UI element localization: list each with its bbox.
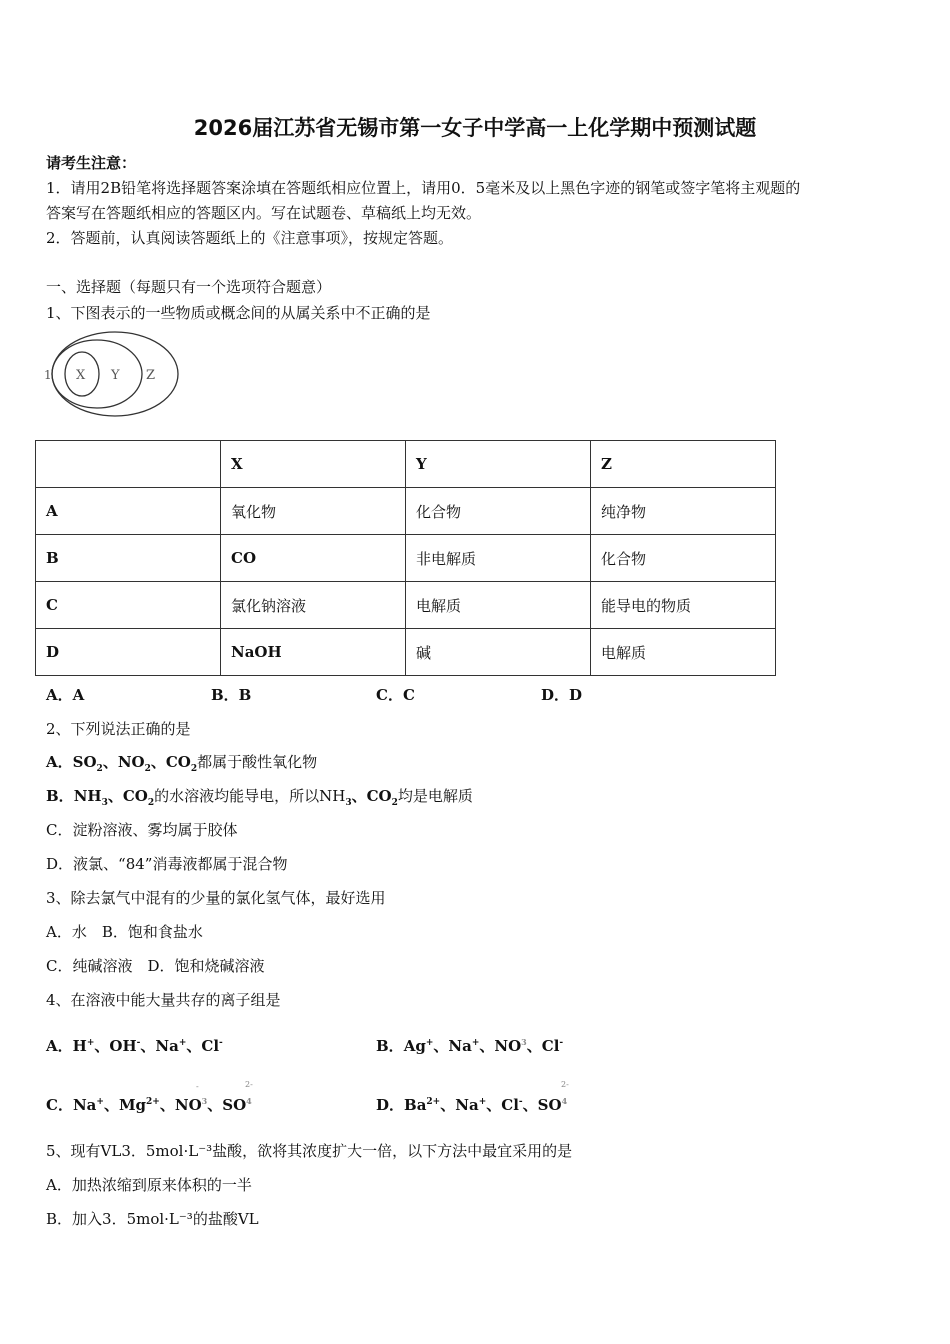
page-title: 2026届江苏省无锡市第一女子中学高一上化学期中预测试题	[193, 116, 757, 140]
q2-option-a: A．$SO_2$、$NO_2$、$CO_2$都属于酸性氧化物	[46, 753, 318, 774]
table-cell: 碱	[406, 629, 591, 676]
q5-option-b: B．加入3．5mol·L⁻³的盐酸VL	[46, 1210, 259, 1228]
question-2-stem: 2、下列说法正确的是	[46, 720, 191, 738]
q3-options-ab: A．水 B．饱和食盐水	[46, 923, 203, 941]
table-row	[36, 629, 776, 676]
table-cell: 氯化钠溶液	[221, 582, 406, 629]
table-cell: 非电解质	[406, 535, 591, 582]
table-cell: 纯净物	[591, 488, 776, 535]
question-5-stem: 5、现有VL3．5mol·L⁻³盐酸，欲将其浓度扩大一倍，以下方法中最宜采用的是	[46, 1142, 573, 1160]
question-1-stem: 1、下图表示的一些物质或概念间的从属关系中不正确的是	[46, 304, 431, 322]
table-cell: 能导电的物质	[591, 582, 776, 629]
q4-option-a: A．H+、OH-、Na+、Cl-	[46, 1037, 223, 1055]
q4-d-so4-charge: 2-	[561, 1080, 569, 1089]
nested-set-diagram	[40, 328, 190, 420]
notice-line-1a: 1．请用2B铅笔将选择题答案涂填在答题纸相应位置上，请用0．5毫米及以上黑色字迹的钢笔或签字笔将主观题的	[46, 179, 801, 197]
table-row	[36, 582, 776, 629]
question-4-stem: 4、在溶液中能大量共存的离子组是	[46, 991, 281, 1009]
q2-option-b: B．$NH_3$、$CO_2$的水溶液均能导电，所以$NH_3$、$CO_2$均是电解质	[46, 787, 473, 808]
q2-option-c: C．淀粉溶液、雾均属于胶体	[46, 821, 238, 839]
table-cell: 化合物	[406, 488, 591, 535]
table-cell: X	[221, 441, 406, 488]
notice-heading: 请考生注意：	[46, 154, 137, 172]
table-row	[36, 488, 776, 535]
table-cell: NaOH	[221, 629, 406, 676]
diagram-label-x: X	[76, 368, 86, 383]
notice-line-1b: 答案写在答题纸相应的答题区内。写在试题卷、草稿纸上均无效。	[46, 204, 482, 222]
question-1-table	[35, 440, 776, 676]
q1-option-d: D．D	[541, 686, 583, 704]
table-cell: B	[36, 535, 221, 582]
q4-option-c: C．Na+、$Mg^{2+}$、$NO^3$、$SO^4$	[46, 1096, 252, 1114]
diagram-left-mark: 1	[44, 368, 52, 382]
table-cell: 电解质	[406, 582, 591, 629]
q4-c-no3-charge: -	[196, 1082, 199, 1091]
diagram-label-y: Y	[111, 368, 120, 383]
question-3-stem: 3、除去氯气中混有的少量的氯化氢气体，最好选用	[46, 889, 386, 907]
q2-option-d: D．液氯、“84”消毒液都属于混合物	[46, 855, 288, 873]
q1-option-b: B．B	[211, 686, 252, 704]
table-row	[36, 441, 776, 488]
diagram-label-z: Z	[146, 368, 156, 383]
q4-c-so4-charge: 2-	[245, 1080, 253, 1089]
table-cell: Z	[591, 441, 776, 488]
q1-option-a: A．A	[46, 686, 85, 704]
table-row	[36, 535, 776, 582]
table-cell: CO	[221, 535, 406, 582]
table-cell: 氧化物	[221, 488, 406, 535]
q5-option-a: A．加热浓缩到原来体积的一半	[46, 1176, 252, 1194]
section-heading: 一、选择题（每题只有一个选项符合题意）	[46, 278, 332, 296]
q3-options-cd: C．纯碱溶液 D．饱和烧碱溶液	[46, 957, 265, 975]
table-cell: D	[36, 629, 221, 676]
table-cell: 电解质	[591, 629, 776, 676]
table-cell: A	[36, 488, 221, 535]
table-cell: Y	[406, 441, 591, 488]
q1-option-c: C．C	[376, 686, 415, 704]
table-cell	[36, 441, 221, 488]
q4-option-b: B．Ag+、Na+、$NO^3$、Cl-	[376, 1037, 564, 1055]
table-cell: 化合物	[591, 535, 776, 582]
notice-line-2: 2．答题前，认真阅读答题纸上的《注意事项》，按规定答题。	[46, 229, 454, 247]
table-cell: C	[36, 582, 221, 629]
q4-option-d: D．$Ba^{2+}$、Na+、Cl-、$SO^4$	[376, 1096, 568, 1114]
